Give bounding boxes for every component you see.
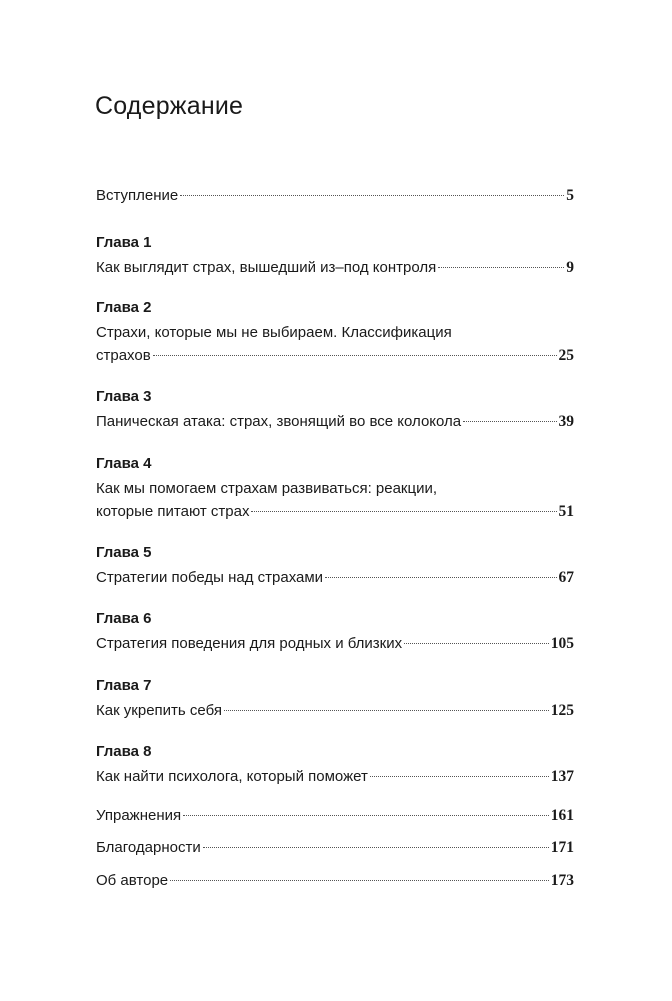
dot-leader [180,195,564,196]
chapter-label-8: Глава 8 [96,743,152,760]
toc-entry-title: страхов [96,347,151,364]
toc-entry-acknowledgements[interactable] [96,836,574,860]
toc-page-number: 9 [566,259,574,276]
toc-entry-title: Паническая атака: страх, звонящий во все колокола [96,413,462,430]
toc-page-number: 67 [558,569,574,586]
dot-leader [463,421,556,422]
toc-entry-title-line: Как мы помогаем страхам развиваться: реакции, [96,480,438,497]
toc-entry-chapter-4[interactable] [96,500,574,524]
toc-page-number: 125 [550,702,574,719]
toc-entry-chapter-5[interactable] [96,566,574,590]
toc-entry-title: Как выглядит страх, вышедший из–под контроля [96,259,437,276]
toc-title: Содержание [95,92,244,120]
toc-entry-chapter-3[interactable] [96,410,574,434]
toc-page-number: 51 [558,503,574,520]
toc-entry-title: Как укрепить себя [96,702,222,719]
toc-entry-chapter-1[interactable] [96,256,574,280]
toc-entry-title: Вступление [96,187,179,204]
toc-entry-chapter-6[interactable] [96,632,574,656]
toc-entry-title: Как найти психолога, который поможет [96,768,368,785]
chapter-label-2: Глава 2 [96,299,152,316]
toc-page-number: 5 [566,187,574,204]
toc-page-number: 161 [550,807,574,824]
chapter-label-6: Глава 6 [96,610,152,627]
dot-leader [170,880,549,881]
dot-leader [325,577,556,578]
chapter-label-3: Глава 3 [96,388,152,405]
toc-page-number: 137 [550,768,574,785]
dot-leader [183,815,549,816]
toc-page-number: 105 [550,635,574,652]
toc-entry-chapter-8[interactable] [96,765,574,789]
dot-leader [203,847,549,848]
dot-leader [370,776,549,777]
toc-entry-title: Упражнения [96,807,182,824]
dot-leader [153,355,557,356]
chapter-label-1: Глава 1 [96,234,152,251]
dot-leader [404,643,549,644]
toc-entry-exercises[interactable] [96,804,574,828]
toc-entry-title: Об авторе [96,872,169,889]
toc-entry-title: Благодарности [96,839,201,856]
toc-entry-title: которые питают страх [96,503,250,520]
toc-entry-chapter-7[interactable] [96,699,574,723]
dot-leader [438,267,564,268]
toc-entry-intro[interactable] [96,184,574,208]
dot-leader [251,511,556,512]
toc-entry-title-line: Страхи, которые мы не выбираем. Классификация [96,324,452,341]
toc-entry-title: Стратегии победы над страхами [96,569,324,586]
toc-page-number: 39 [558,413,574,430]
toc-entry-chapter-2[interactable] [96,344,574,368]
chapter-label-7: Глава 7 [96,677,152,694]
chapter-label-5: Глава 5 [96,544,152,561]
toc-entry-title: Стратегия поведения для родных и близких [96,635,403,652]
toc-page-number: 173 [550,872,574,889]
chapter-label-4: Глава 4 [96,455,152,472]
dot-leader [224,710,549,711]
toc-entry-about-author[interactable] [96,869,574,893]
toc-page-number: 171 [550,839,574,856]
toc-page-number: 25 [558,347,574,364]
